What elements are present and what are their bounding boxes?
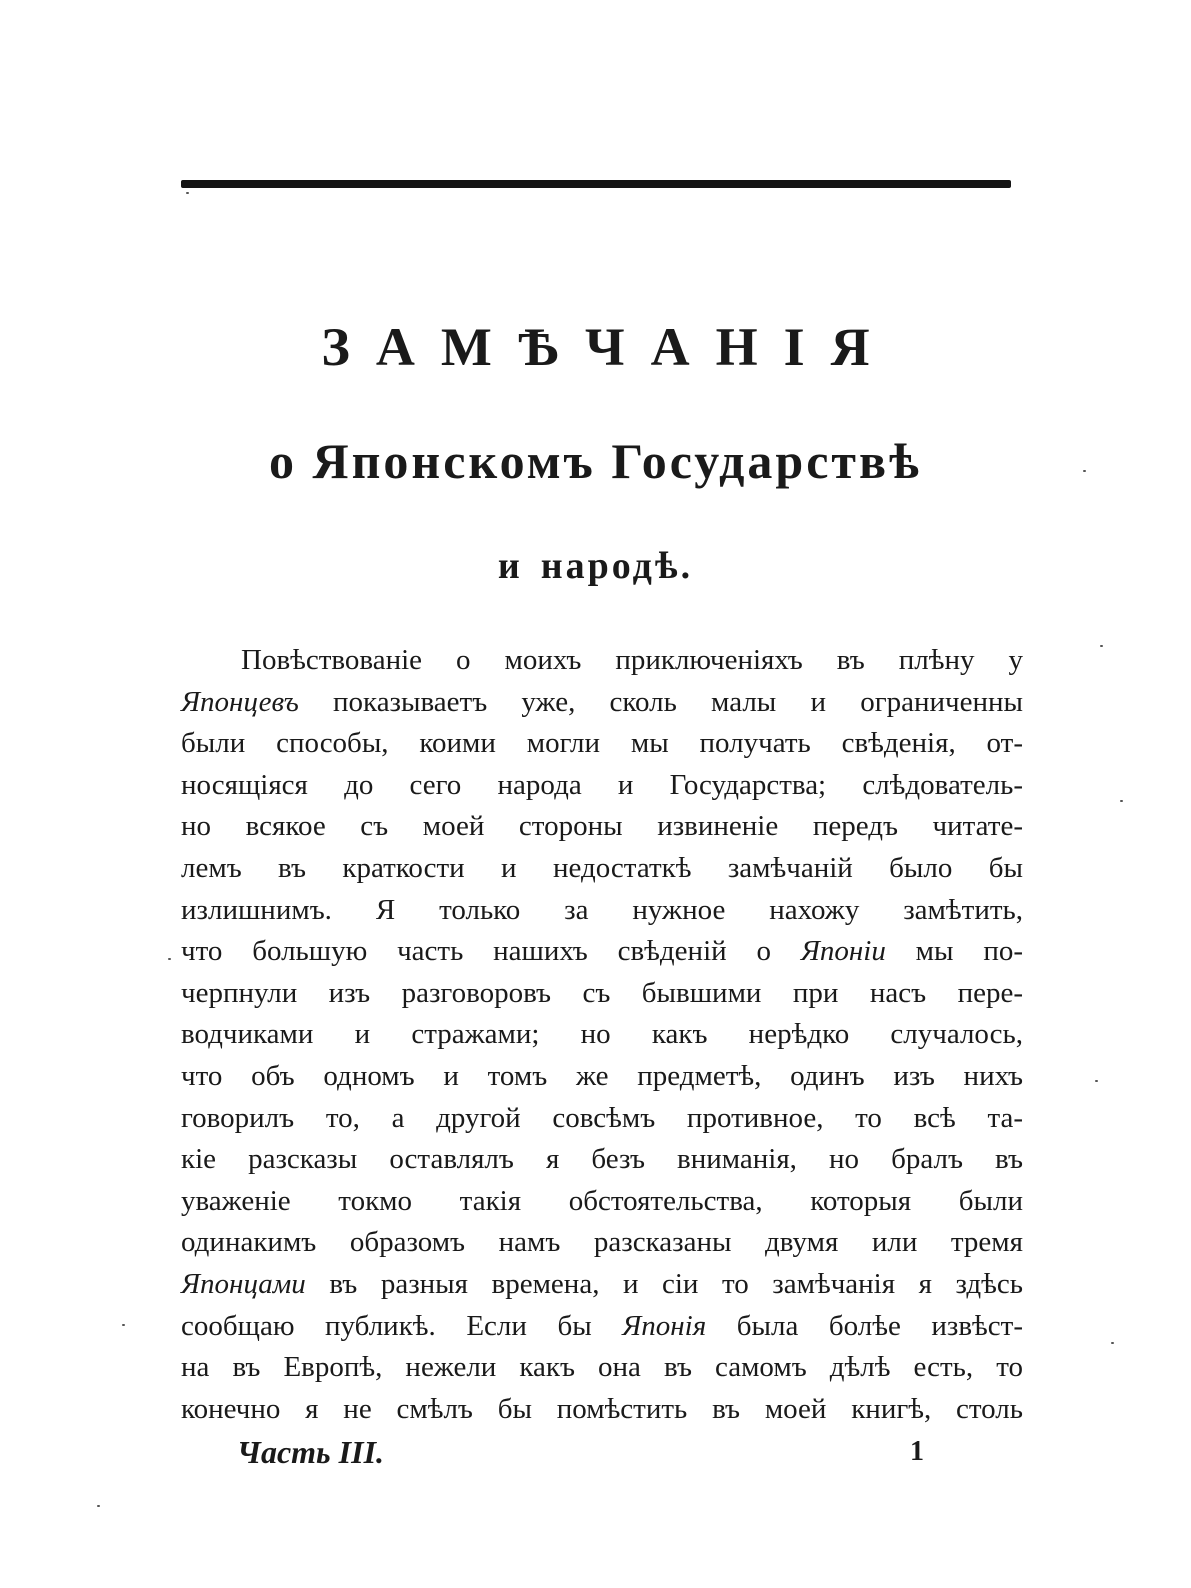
text-line: одинакимъ образомъ намъ разсказаны двумя или тремя [181,1226,1023,1259]
print-speck [1100,645,1103,647]
text-line: на въ Европѣ, нежели какъ она въ самомъ дѣлѣ есть, то [181,1351,1023,1384]
text-line: Повѣствованіе о моихъ приключеніяхъ въ плѣну у [241,644,1023,676]
body-paragraph [181,640,1023,1430]
text-line: что объ одномъ и томъ же предметѣ, одинъ изъ нихъ [181,1059,1023,1092]
chapter-subtitle-line-2 [0,540,1191,592]
print-speck [1083,470,1086,472]
text-line: сообщаю публикѣ. Если бы Японія была болѣе извѣст- [181,1309,1023,1342]
text-line: были способы, коими могли мы получать свѣденія, от- [181,727,1023,760]
text-line: черпнули изъ разговоровъ съ бывшими при насъ пере- [181,976,1023,1009]
print-speck [186,192,189,194]
page-number: 1 [910,1436,924,1467]
text-line: кіе разсказы оставлялъ я безъ вниманія, но бралъ въ [181,1143,1023,1176]
text-line: уваженіе токмо такія обстоятельства, которыя были [181,1184,1023,1217]
subtitle-word-people: народѣ. [540,545,694,587]
text-line: Японцами въ разныя времена, и сіи то замѣчанія я здѣсь [181,1267,1023,1300]
text-line: водчиками и стражами; но какъ нерѣдко случалось, [181,1018,1023,1051]
text-line: конечно я не смѣлъ бы помѣстить въ моей книгѣ, столь [181,1392,1023,1425]
print-speck [1111,1342,1114,1344]
page-footer [237,1430,937,1474]
signature-mark: Часть III. [237,1434,385,1470]
print-speck [97,1505,100,1507]
text-line: Японцевъ показываетъ уже, сколь малы и ограниченны [181,685,1023,718]
chapter-subtitle: о Японскомъ Государствѣ [269,433,922,489]
text-line: носящіяся до сего народа и Государства; слѣдователь- [181,768,1023,801]
text-line: излишнимъ. Я только за нужное нахожу замѣтить, [181,893,1023,926]
print-speck [1120,800,1123,802]
text-line: но всякое съ моей стороны извиненіе передъ читате- [181,810,1023,843]
text-line: что большую часть нашихъ свѣденій о Японіи мы по- [181,935,1023,968]
print-speck [1095,1080,1098,1082]
print-speck [168,958,171,960]
header-rule [181,180,1011,188]
text-line: говорилъ то, а другой совсѣмъ противное, то всѣ та- [181,1101,1023,1134]
subtitle-word-and: и [497,545,523,587]
chapter-title: ЗАМѢЧАНІЯ [321,317,896,377]
print-speck [122,1324,125,1326]
text-line: лемъ въ краткости и недостаткѣ замѣчаній было бы [181,851,1023,884]
